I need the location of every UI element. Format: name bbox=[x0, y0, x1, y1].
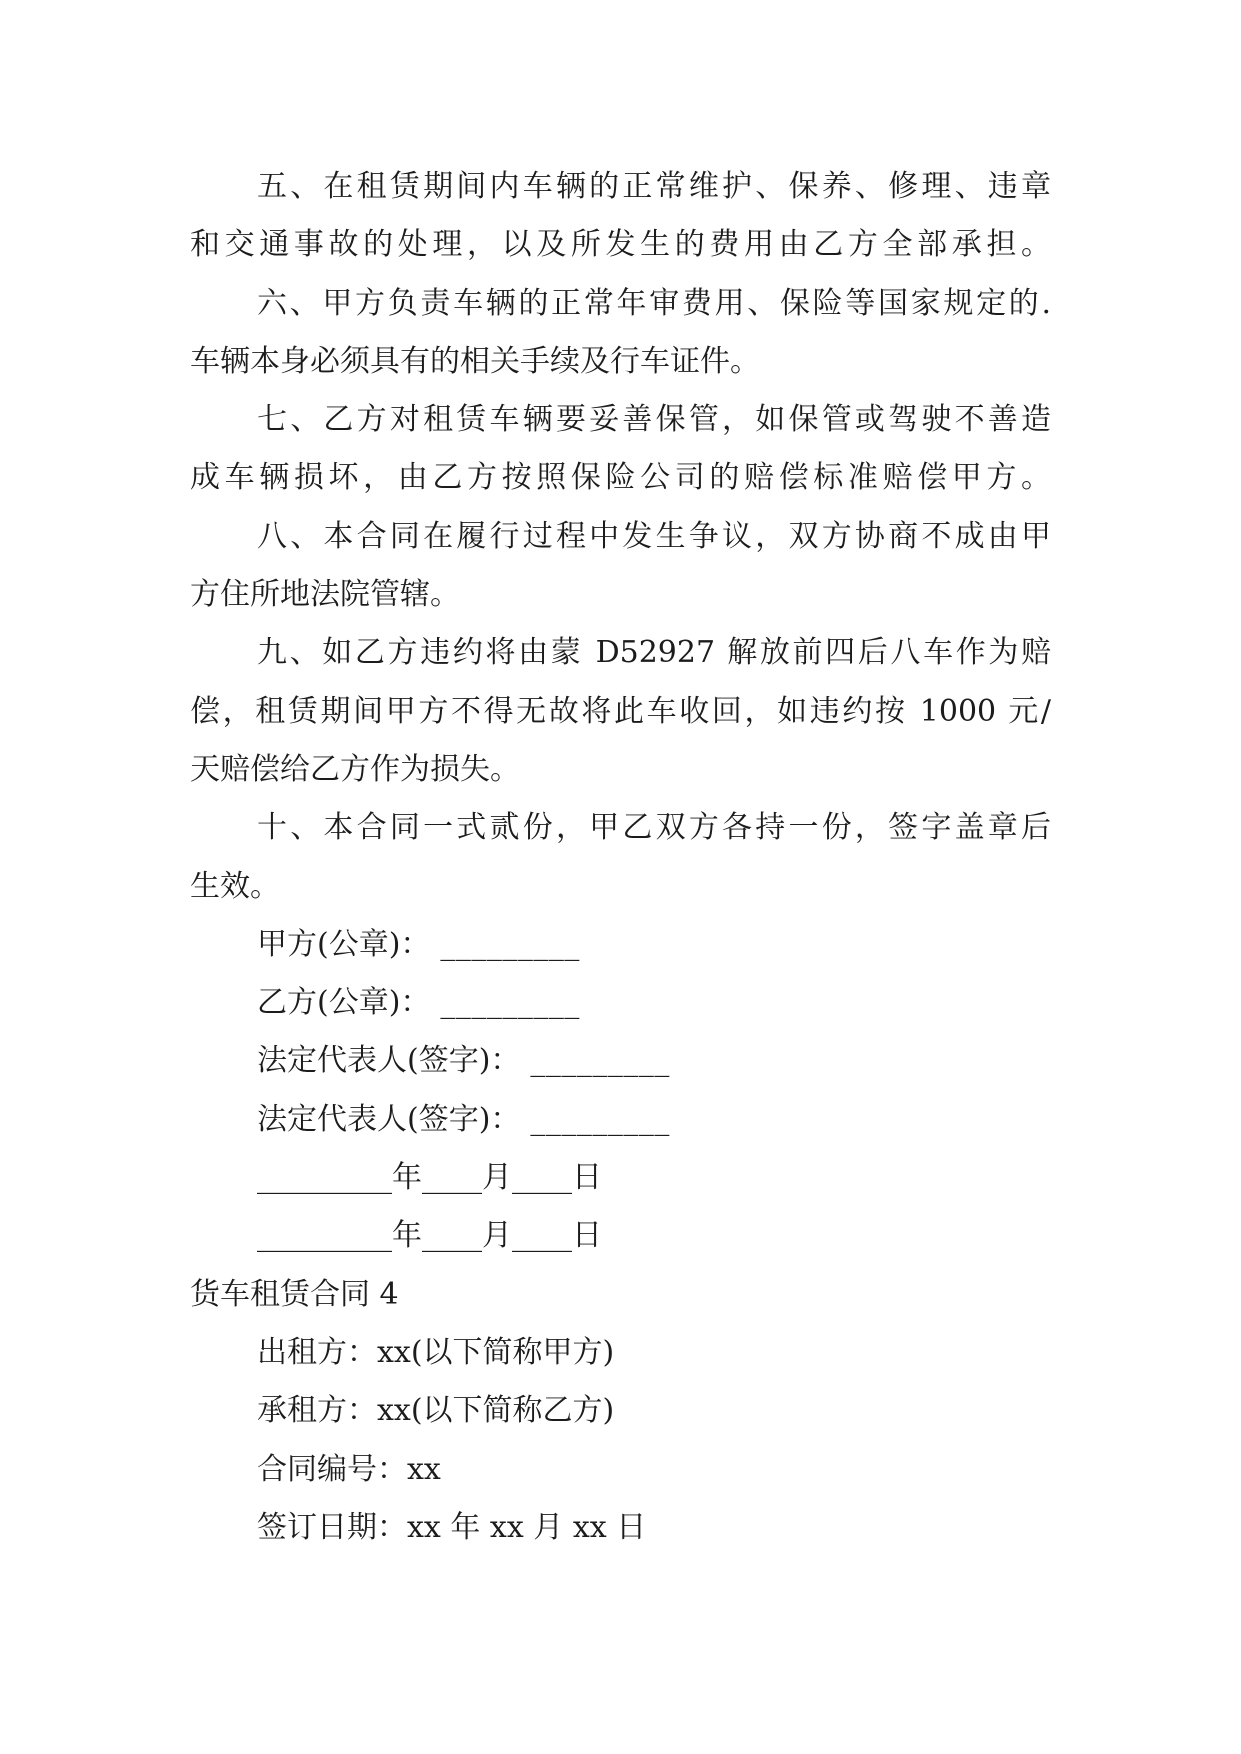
clause-9-line-2: 偿，租赁期间甲方不得无故将此车收回，如违约按 1000 元/ bbox=[190, 693, 1051, 729]
signature-label: 法定代表人(签字)： bbox=[257, 1101, 521, 1137]
signature-blank: _________ bbox=[530, 1043, 670, 1079]
clause-8 bbox=[190, 508, 1051, 625]
lessor-field bbox=[190, 1324, 1051, 1382]
clause-8-line-1: 八、本合同在履行过程中发生争议，双方协商不成由甲 bbox=[257, 518, 1051, 554]
clause-5-line-2: 和交通事故的处理，以及所发生的费用由乙方全部承担。 bbox=[190, 227, 1051, 263]
date-line-b: _________年____月____日 bbox=[257, 1218, 602, 1254]
clause-6-line-2: 车辆本身必须具有的相关手续及行车证件。 bbox=[190, 343, 760, 379]
clause-7-line-2: 成车辆损坏，由乙方按照保险公司的赔偿标准赔偿甲方。 bbox=[190, 460, 1051, 496]
clause-7-line-1: 七、乙方对租赁车辆要妥善保管，如保管或驾驶不善造 bbox=[257, 402, 1051, 438]
contract-number-field bbox=[190, 1441, 1051, 1499]
clause-8-line-2: 方住所地法院管辖。 bbox=[190, 577, 460, 613]
clause-7 bbox=[190, 391, 1051, 508]
signature-block bbox=[190, 916, 1051, 1266]
field-label: 合同编号： bbox=[257, 1451, 407, 1487]
signature-label: 乙方(公章)： bbox=[257, 985, 431, 1021]
clause-5 bbox=[190, 158, 1051, 275]
clause-9-line-1: 九、如乙方违约将由蒙 D52927 解放前四后八车作为赔 bbox=[257, 635, 1051, 671]
clause-6 bbox=[190, 275, 1051, 392]
contract-4-title: 货车租赁合同 4 bbox=[190, 1276, 399, 1312]
signature-blank: _________ bbox=[440, 985, 580, 1021]
field-value: xx bbox=[407, 1451, 441, 1487]
contract-4 bbox=[190, 1266, 1051, 1557]
signature-label: 法定代表人(签字)： bbox=[257, 1043, 521, 1079]
signature-party-a bbox=[190, 916, 1051, 974]
clause-9-line-3: 天赔偿给乙方作为损失。 bbox=[190, 751, 520, 787]
clause-10-line-2: 生效。 bbox=[190, 868, 280, 904]
field-label: 出租方： bbox=[257, 1334, 377, 1370]
signature-legal-rep-b bbox=[190, 1091, 1051, 1149]
field-value: xx(以下简称甲方) bbox=[377, 1334, 615, 1370]
document-body bbox=[190, 158, 1051, 1557]
field-value: xx 年 xx 月 xx 日 bbox=[407, 1509, 647, 1545]
signature-label: 甲方(公章)： bbox=[257, 926, 431, 962]
clause-9 bbox=[190, 624, 1051, 799]
field-value: xx(以下简称乙方) bbox=[377, 1393, 615, 1429]
signing-date-field bbox=[190, 1499, 1051, 1557]
clause-10-line-1: 十、本合同一式贰份，甲乙双方各持一份，签字盖章后 bbox=[257, 810, 1051, 846]
signature-blank: _________ bbox=[440, 926, 580, 962]
date-line-a: _________年____月____日 bbox=[257, 1160, 602, 1196]
field-label: 签订日期： bbox=[257, 1509, 407, 1545]
lessee-field bbox=[190, 1382, 1051, 1440]
clause-6-line-1: 六、甲方负责车辆的正常年审费用、保险等国家规定的. bbox=[257, 285, 1051, 321]
clause-5-line-1: 五、在租赁期间内车辆的正常维护、保养、修理、违章 bbox=[257, 169, 1051, 204]
clause-10 bbox=[190, 799, 1051, 916]
signature-party-b bbox=[190, 974, 1051, 1032]
signature-blank: _________ bbox=[530, 1101, 670, 1137]
signature-legal-rep-a bbox=[190, 1032, 1051, 1090]
field-label: 承租方： bbox=[257, 1393, 377, 1429]
